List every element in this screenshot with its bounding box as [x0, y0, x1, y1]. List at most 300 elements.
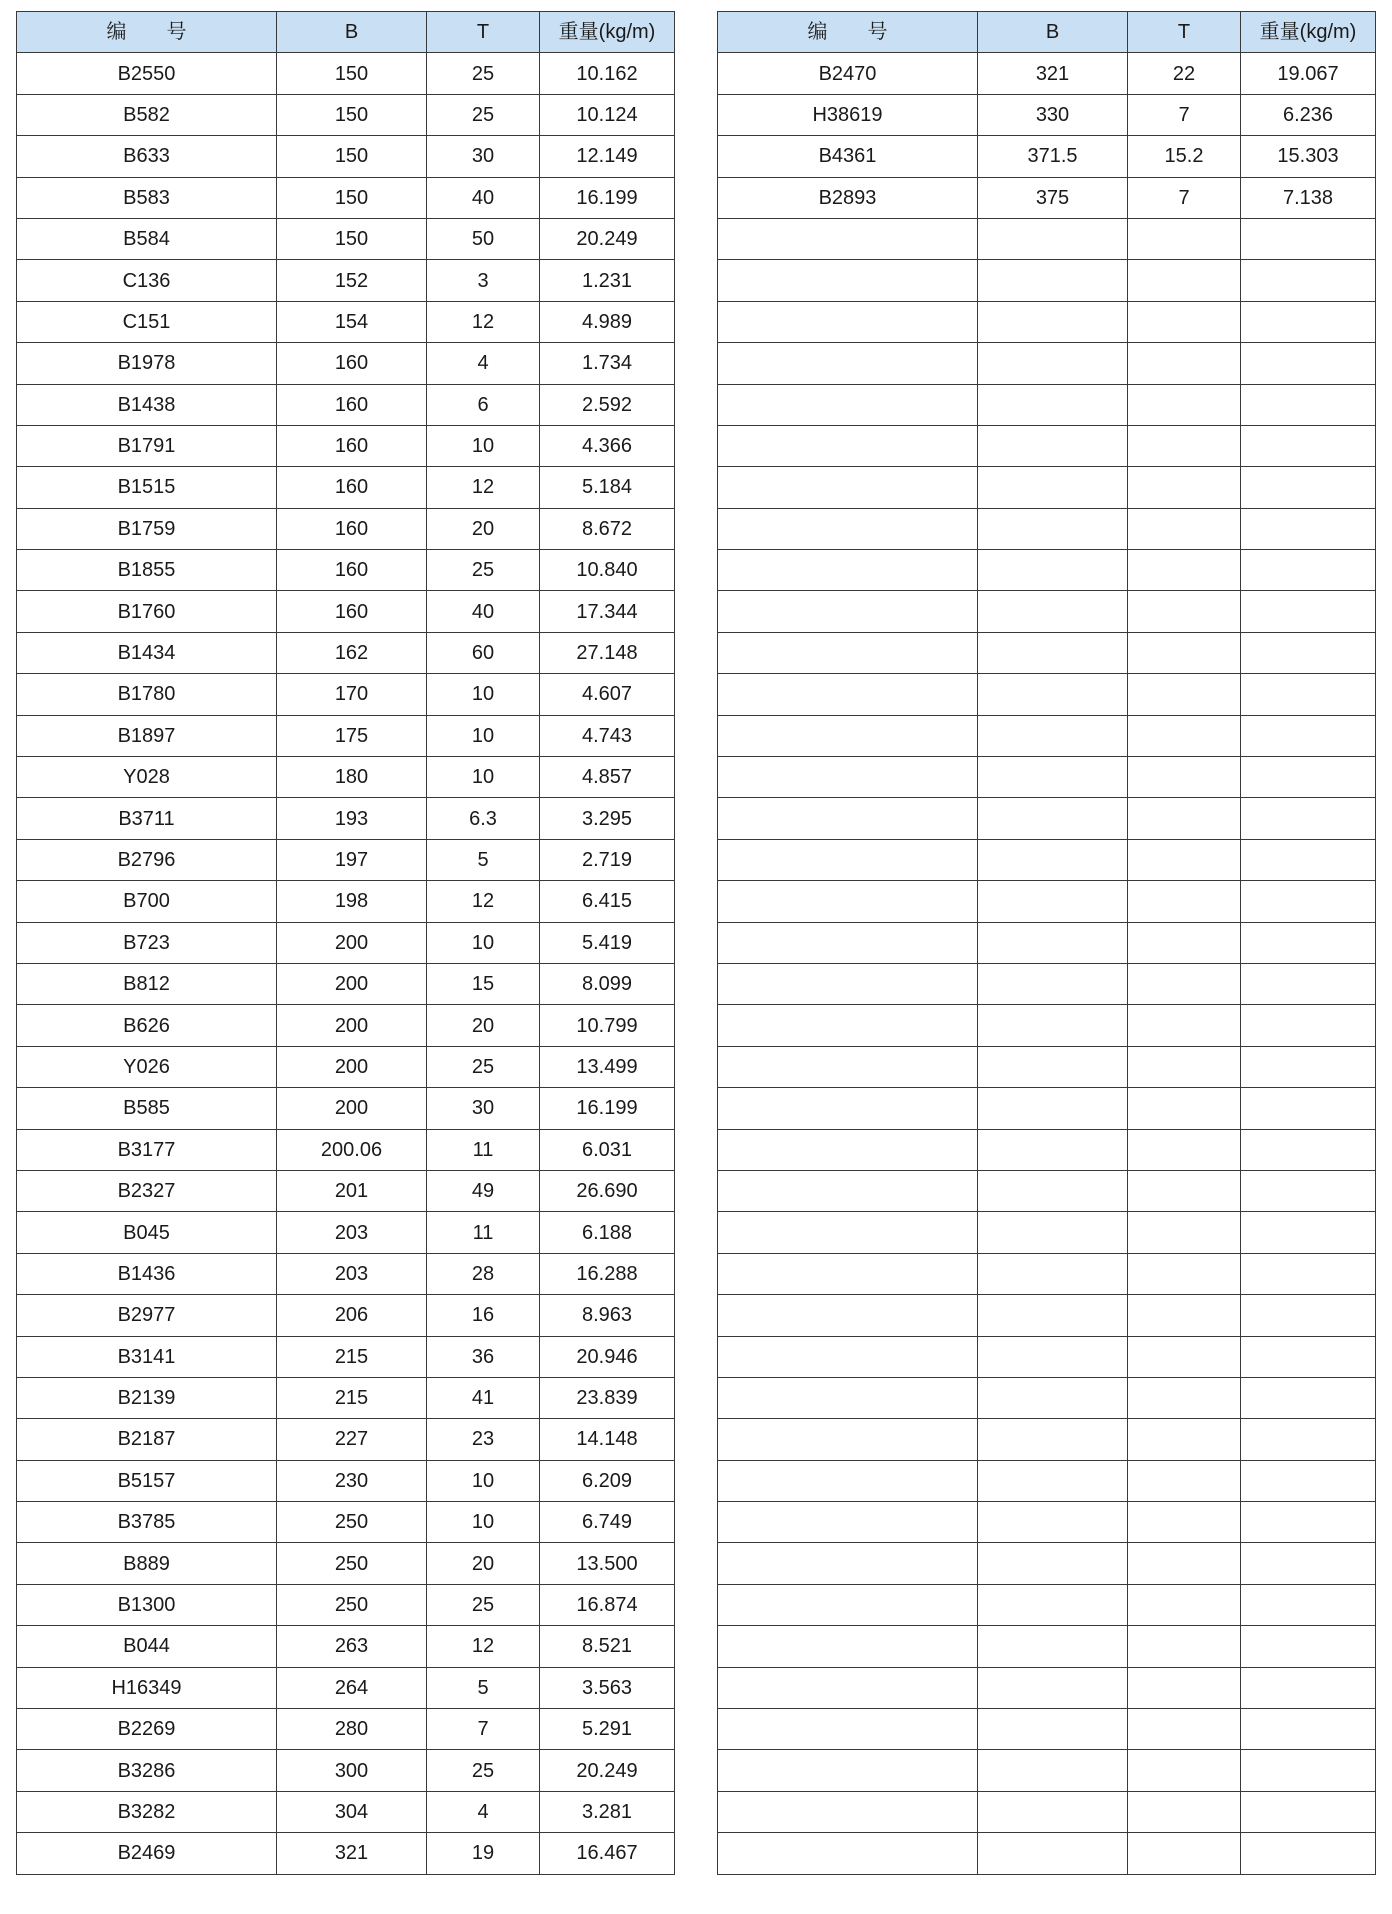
table-row — [718, 1212, 1376, 1253]
cell-weight: 3.563 — [540, 1667, 675, 1708]
cell-b: 152 — [277, 260, 427, 301]
cell-weight — [1241, 963, 1376, 1004]
cell-t — [1128, 550, 1241, 591]
table-row — [718, 1088, 1376, 1129]
cell-id — [718, 301, 978, 342]
cell-id — [718, 1460, 978, 1501]
cell-id — [718, 1129, 978, 1170]
cell-b: 230 — [277, 1460, 427, 1501]
cell-t — [1128, 674, 1241, 715]
cell-t — [1128, 757, 1241, 798]
cell-t: 20 — [427, 508, 540, 549]
table-row — [718, 1709, 1376, 1750]
cell-t: 15 — [427, 963, 540, 1004]
cell-id — [718, 798, 978, 839]
cell-b — [978, 1253, 1128, 1294]
cell-t: 20 — [427, 1543, 540, 1584]
table-row — [718, 1336, 1376, 1377]
cell-t — [1128, 1212, 1241, 1253]
cell-id: B584 — [17, 218, 277, 259]
cell-b: 263 — [277, 1626, 427, 1667]
cell-b: 201 — [277, 1170, 427, 1211]
cell-weight: 10.840 — [540, 550, 675, 591]
cell-t — [1128, 1129, 1241, 1170]
cell-id: B3141 — [17, 1336, 277, 1377]
cell-b — [978, 1212, 1128, 1253]
cell-id — [718, 1667, 978, 1708]
cell-id — [718, 632, 978, 673]
cell-t — [1128, 1253, 1241, 1294]
cell-b: 160 — [277, 591, 427, 632]
cell-t — [1128, 467, 1241, 508]
header-id: 编 号 — [718, 12, 978, 53]
cell-t: 25 — [427, 550, 540, 591]
cell-b: 193 — [277, 798, 427, 839]
cell-weight — [1241, 1088, 1376, 1129]
cell-t — [1128, 963, 1241, 1004]
cell-b — [978, 1502, 1128, 1543]
cell-t — [1128, 508, 1241, 549]
cell-b — [978, 384, 1128, 425]
cell-t: 11 — [427, 1129, 540, 1170]
table-row — [17, 632, 675, 673]
cell-weight: 23.839 — [540, 1377, 675, 1418]
cell-b — [978, 1709, 1128, 1750]
cell-b: 154 — [277, 301, 427, 342]
table-row — [17, 1046, 675, 1087]
table-row — [17, 674, 675, 715]
cell-weight — [1241, 218, 1376, 259]
table-row — [718, 1791, 1376, 1832]
table-row — [17, 1584, 675, 1625]
cell-t: 40 — [427, 591, 540, 632]
cell-t — [1128, 1005, 1241, 1046]
cell-weight — [1241, 1129, 1376, 1170]
cell-b: 304 — [277, 1791, 427, 1832]
cell-t — [1128, 301, 1241, 342]
cell-id — [718, 1212, 978, 1253]
table-row — [718, 1667, 1376, 1708]
cell-id — [718, 1336, 978, 1377]
cell-b: 200 — [277, 1005, 427, 1046]
header-weight: 重量(kg/m) — [1241, 12, 1376, 53]
cell-id — [718, 1253, 978, 1294]
cell-t: 25 — [427, 1584, 540, 1625]
cell-b — [978, 839, 1128, 880]
cell-id: B2893 — [718, 177, 978, 218]
cell-t — [1128, 1584, 1241, 1625]
cell-b: 162 — [277, 632, 427, 673]
cell-b — [978, 1129, 1128, 1170]
cell-t: 30 — [427, 1088, 540, 1129]
table-row — [17, 343, 675, 384]
cell-weight — [1241, 1212, 1376, 1253]
cell-id — [718, 715, 978, 756]
table-row — [17, 881, 675, 922]
cell-t: 12 — [427, 467, 540, 508]
cell-t: 12 — [427, 301, 540, 342]
cell-id — [718, 1005, 978, 1046]
cell-b: 203 — [277, 1212, 427, 1253]
cell-id — [718, 1750, 978, 1791]
cell-id: B723 — [17, 922, 277, 963]
table-row — [718, 674, 1376, 715]
table-row — [17, 218, 675, 259]
table-row — [718, 1502, 1376, 1543]
cell-weight: 6.209 — [540, 1460, 675, 1501]
spec-table-left — [16, 11, 675, 1875]
cell-t: 50 — [427, 218, 540, 259]
cell-b: 160 — [277, 467, 427, 508]
cell-t — [1128, 1170, 1241, 1211]
table-row — [17, 963, 675, 1004]
cell-t: 28 — [427, 1253, 540, 1294]
cell-id: B1978 — [17, 343, 277, 384]
cell-id: B812 — [17, 963, 277, 1004]
table-row — [718, 301, 1376, 342]
cell-id: B044 — [17, 1626, 277, 1667]
cell-b: 198 — [277, 881, 427, 922]
cell-weight — [1241, 301, 1376, 342]
cell-id: B045 — [17, 1212, 277, 1253]
cell-t: 25 — [427, 53, 540, 94]
cell-weight: 1.734 — [540, 343, 675, 384]
cell-id: B1434 — [17, 632, 277, 673]
cell-weight — [1241, 1460, 1376, 1501]
cell-weight — [1241, 1253, 1376, 1294]
table-row — [718, 218, 1376, 259]
cell-id — [718, 1088, 978, 1129]
table-row — [17, 550, 675, 591]
cell-id — [718, 757, 978, 798]
cell-t — [1128, 1791, 1241, 1832]
table-row — [718, 922, 1376, 963]
cell-id — [718, 1791, 978, 1832]
cell-id: H38619 — [718, 94, 978, 135]
table-row — [17, 1295, 675, 1336]
table-row — [17, 1791, 675, 1832]
cell-b — [978, 881, 1128, 922]
cell-id: B2550 — [17, 53, 277, 94]
cell-b: 150 — [277, 136, 427, 177]
table-row — [718, 1170, 1376, 1211]
table-row — [17, 301, 675, 342]
cell-weight — [1241, 384, 1376, 425]
table-row — [17, 1709, 675, 1750]
cell-b: 264 — [277, 1667, 427, 1708]
cell-id: B2139 — [17, 1377, 277, 1418]
table-row — [718, 53, 1376, 94]
cell-id — [718, 384, 978, 425]
cell-id: B2796 — [17, 839, 277, 880]
cell-t: 6.3 — [427, 798, 540, 839]
cell-t — [1128, 425, 1241, 466]
cell-weight: 16.199 — [540, 1088, 675, 1129]
cell-weight — [1241, 798, 1376, 839]
table-row — [718, 1833, 1376, 1874]
cell-weight — [1241, 1626, 1376, 1667]
cell-weight: 26.690 — [540, 1170, 675, 1211]
cell-b: 160 — [277, 384, 427, 425]
cell-id: B2327 — [17, 1170, 277, 1211]
cell-weight — [1241, 425, 1376, 466]
cell-t: 7 — [1128, 177, 1241, 218]
cell-id — [718, 1833, 978, 1874]
table-row — [718, 467, 1376, 508]
cell-t: 22 — [1128, 53, 1241, 94]
cell-id: B1300 — [17, 1584, 277, 1625]
cell-b: 203 — [277, 1253, 427, 1294]
cell-weight: 12.149 — [540, 136, 675, 177]
table-row — [17, 1460, 675, 1501]
cell-id — [718, 1046, 978, 1087]
cell-b: 175 — [277, 715, 427, 756]
cell-weight: 6.188 — [540, 1212, 675, 1253]
cell-id: B3785 — [17, 1502, 277, 1543]
cell-id: B582 — [17, 94, 277, 135]
cell-id: B3711 — [17, 798, 277, 839]
cell-weight: 20.249 — [540, 1750, 675, 1791]
cell-b — [978, 1170, 1128, 1211]
cell-t: 6 — [427, 384, 540, 425]
table-row — [718, 1460, 1376, 1501]
cell-t: 36 — [427, 1336, 540, 1377]
cell-weight — [1241, 1419, 1376, 1460]
header-weight: 重量(kg/m) — [540, 12, 675, 53]
cell-b: 250 — [277, 1543, 427, 1584]
cell-t — [1128, 1709, 1241, 1750]
table-row — [718, 963, 1376, 1004]
cell-t — [1128, 715, 1241, 756]
cell-weight: 10.162 — [540, 53, 675, 94]
cell-b — [978, 1667, 1128, 1708]
cell-t: 3 — [427, 260, 540, 301]
table-row — [17, 53, 675, 94]
table-row — [17, 1005, 675, 1046]
cell-t — [1128, 632, 1241, 673]
cell-b: 200 — [277, 963, 427, 1004]
cell-b: 321 — [277, 1833, 427, 1874]
cell-weight: 20.946 — [540, 1336, 675, 1377]
table-row — [17, 1088, 675, 1129]
cell-weight: 4.743 — [540, 715, 675, 756]
cell-weight — [1241, 1833, 1376, 1874]
cell-weight: 3.295 — [540, 798, 675, 839]
table-row — [718, 715, 1376, 756]
cell-weight: 4.366 — [540, 425, 675, 466]
cell-b: 160 — [277, 508, 427, 549]
table-row — [17, 467, 675, 508]
table-row — [718, 1584, 1376, 1625]
cell-b: 150 — [277, 218, 427, 259]
cell-id: B1791 — [17, 425, 277, 466]
cell-b — [978, 1460, 1128, 1501]
cell-id: B585 — [17, 1088, 277, 1129]
table-row — [718, 508, 1376, 549]
table-row — [718, 1005, 1376, 1046]
table-row — [718, 1419, 1376, 1460]
cell-t: 15.2 — [1128, 136, 1241, 177]
table-row — [718, 384, 1376, 425]
cell-id — [718, 1502, 978, 1543]
cell-weight: 8.521 — [540, 1626, 675, 1667]
cell-t — [1128, 1502, 1241, 1543]
cell-b — [978, 467, 1128, 508]
cell-id — [718, 591, 978, 632]
cell-b — [978, 632, 1128, 673]
cell-weight: 13.499 — [540, 1046, 675, 1087]
cell-b — [978, 674, 1128, 715]
cell-weight — [1241, 1667, 1376, 1708]
table-row — [17, 1377, 675, 1418]
cell-b — [978, 1046, 1128, 1087]
cell-weight — [1241, 1584, 1376, 1625]
cell-id: B1438 — [17, 384, 277, 425]
cell-id: B4361 — [718, 136, 978, 177]
cell-b: 200 — [277, 1088, 427, 1129]
table-row — [718, 1626, 1376, 1667]
table-row — [718, 1543, 1376, 1584]
cell-id: B3177 — [17, 1129, 277, 1170]
cell-b: 250 — [277, 1502, 427, 1543]
cell-weight: 6.749 — [540, 1502, 675, 1543]
cell-id: B1515 — [17, 467, 277, 508]
cell-b: 227 — [277, 1419, 427, 1460]
cell-weight: 16.288 — [540, 1253, 675, 1294]
cell-id — [718, 1295, 978, 1336]
cell-t: 5 — [427, 1667, 540, 1708]
cell-weight: 13.500 — [540, 1543, 675, 1584]
cell-id — [718, 1170, 978, 1211]
cell-weight: 6.415 — [540, 881, 675, 922]
header-t: T — [1128, 12, 1241, 53]
header-b: B — [277, 12, 427, 53]
cell-t: 60 — [427, 632, 540, 673]
cell-b: 375 — [978, 177, 1128, 218]
cell-weight — [1241, 1005, 1376, 1046]
cell-weight: 2.719 — [540, 839, 675, 880]
cell-id — [718, 922, 978, 963]
cell-t: 5 — [427, 839, 540, 880]
header-t: T — [427, 12, 540, 53]
cell-t: 10 — [427, 757, 540, 798]
cell-weight — [1241, 632, 1376, 673]
cell-weight: 16.199 — [540, 177, 675, 218]
cell-t — [1128, 1336, 1241, 1377]
cell-b — [978, 1336, 1128, 1377]
cell-weight: 4.989 — [540, 301, 675, 342]
cell-weight — [1241, 1336, 1376, 1377]
cell-id — [718, 839, 978, 880]
table-row — [718, 798, 1376, 839]
table-row — [17, 591, 675, 632]
cell-weight — [1241, 674, 1376, 715]
cell-id — [718, 1626, 978, 1667]
cell-id — [718, 218, 978, 259]
table-row — [17, 1212, 675, 1253]
cell-b: 170 — [277, 674, 427, 715]
cell-weight — [1241, 1295, 1376, 1336]
table-row — [718, 343, 1376, 384]
cell-t — [1128, 839, 1241, 880]
cell-b: 330 — [978, 94, 1128, 135]
table-row — [17, 508, 675, 549]
cell-t: 11 — [427, 1212, 540, 1253]
cell-b: 215 — [277, 1377, 427, 1418]
table-row — [718, 260, 1376, 301]
cell-id — [718, 1377, 978, 1418]
cell-weight: 6.236 — [1241, 94, 1376, 135]
table-row — [718, 1046, 1376, 1087]
cell-weight — [1241, 550, 1376, 591]
cell-b — [978, 1088, 1128, 1129]
cell-b: 321 — [978, 53, 1128, 94]
header-id: 编 号 — [17, 12, 277, 53]
cell-id: H16349 — [17, 1667, 277, 1708]
cell-t: 4 — [427, 1791, 540, 1832]
cell-id — [718, 550, 978, 591]
table-row — [718, 591, 1376, 632]
cell-t: 10 — [427, 922, 540, 963]
cell-id: B700 — [17, 881, 277, 922]
cell-b — [978, 1791, 1128, 1832]
cell-b — [978, 343, 1128, 384]
cell-t — [1128, 1750, 1241, 1791]
cell-weight: 10.124 — [540, 94, 675, 135]
cell-id: B626 — [17, 1005, 277, 1046]
cell-weight — [1241, 467, 1376, 508]
cell-weight: 4.607 — [540, 674, 675, 715]
cell-id: B2977 — [17, 1295, 277, 1336]
cell-id: Y028 — [17, 757, 277, 798]
table-row — [17, 1419, 675, 1460]
cell-b: 200 — [277, 1046, 427, 1087]
table-row — [718, 1750, 1376, 1791]
cell-weight — [1241, 881, 1376, 922]
cell-id — [718, 467, 978, 508]
table-row — [17, 177, 675, 218]
cell-b: 300 — [277, 1750, 427, 1791]
cell-weight: 3.281 — [540, 1791, 675, 1832]
cell-b: 160 — [277, 343, 427, 384]
cell-id: B633 — [17, 136, 277, 177]
cell-weight — [1241, 715, 1376, 756]
cell-id: B1436 — [17, 1253, 277, 1294]
cell-b: 200 — [277, 922, 427, 963]
cell-t: 12 — [427, 1626, 540, 1667]
cell-id: B3282 — [17, 1791, 277, 1832]
cell-weight: 17.344 — [540, 591, 675, 632]
cell-t — [1128, 1088, 1241, 1129]
cell-b: 160 — [277, 425, 427, 466]
cell-weight: 5.291 — [540, 1709, 675, 1750]
cell-weight — [1241, 757, 1376, 798]
table-row — [718, 1295, 1376, 1336]
cell-b — [978, 301, 1128, 342]
cell-id: B1760 — [17, 591, 277, 632]
cell-t — [1128, 1833, 1241, 1874]
cell-t: 25 — [427, 1046, 540, 1087]
cell-t: 7 — [427, 1709, 540, 1750]
cell-weight — [1241, 1377, 1376, 1418]
cell-id — [718, 1543, 978, 1584]
cell-weight — [1241, 1046, 1376, 1087]
table-row — [17, 136, 675, 177]
cell-b — [978, 963, 1128, 1004]
cell-b: 371.5 — [978, 136, 1128, 177]
cell-t: 19 — [427, 1833, 540, 1874]
table-row — [718, 550, 1376, 591]
